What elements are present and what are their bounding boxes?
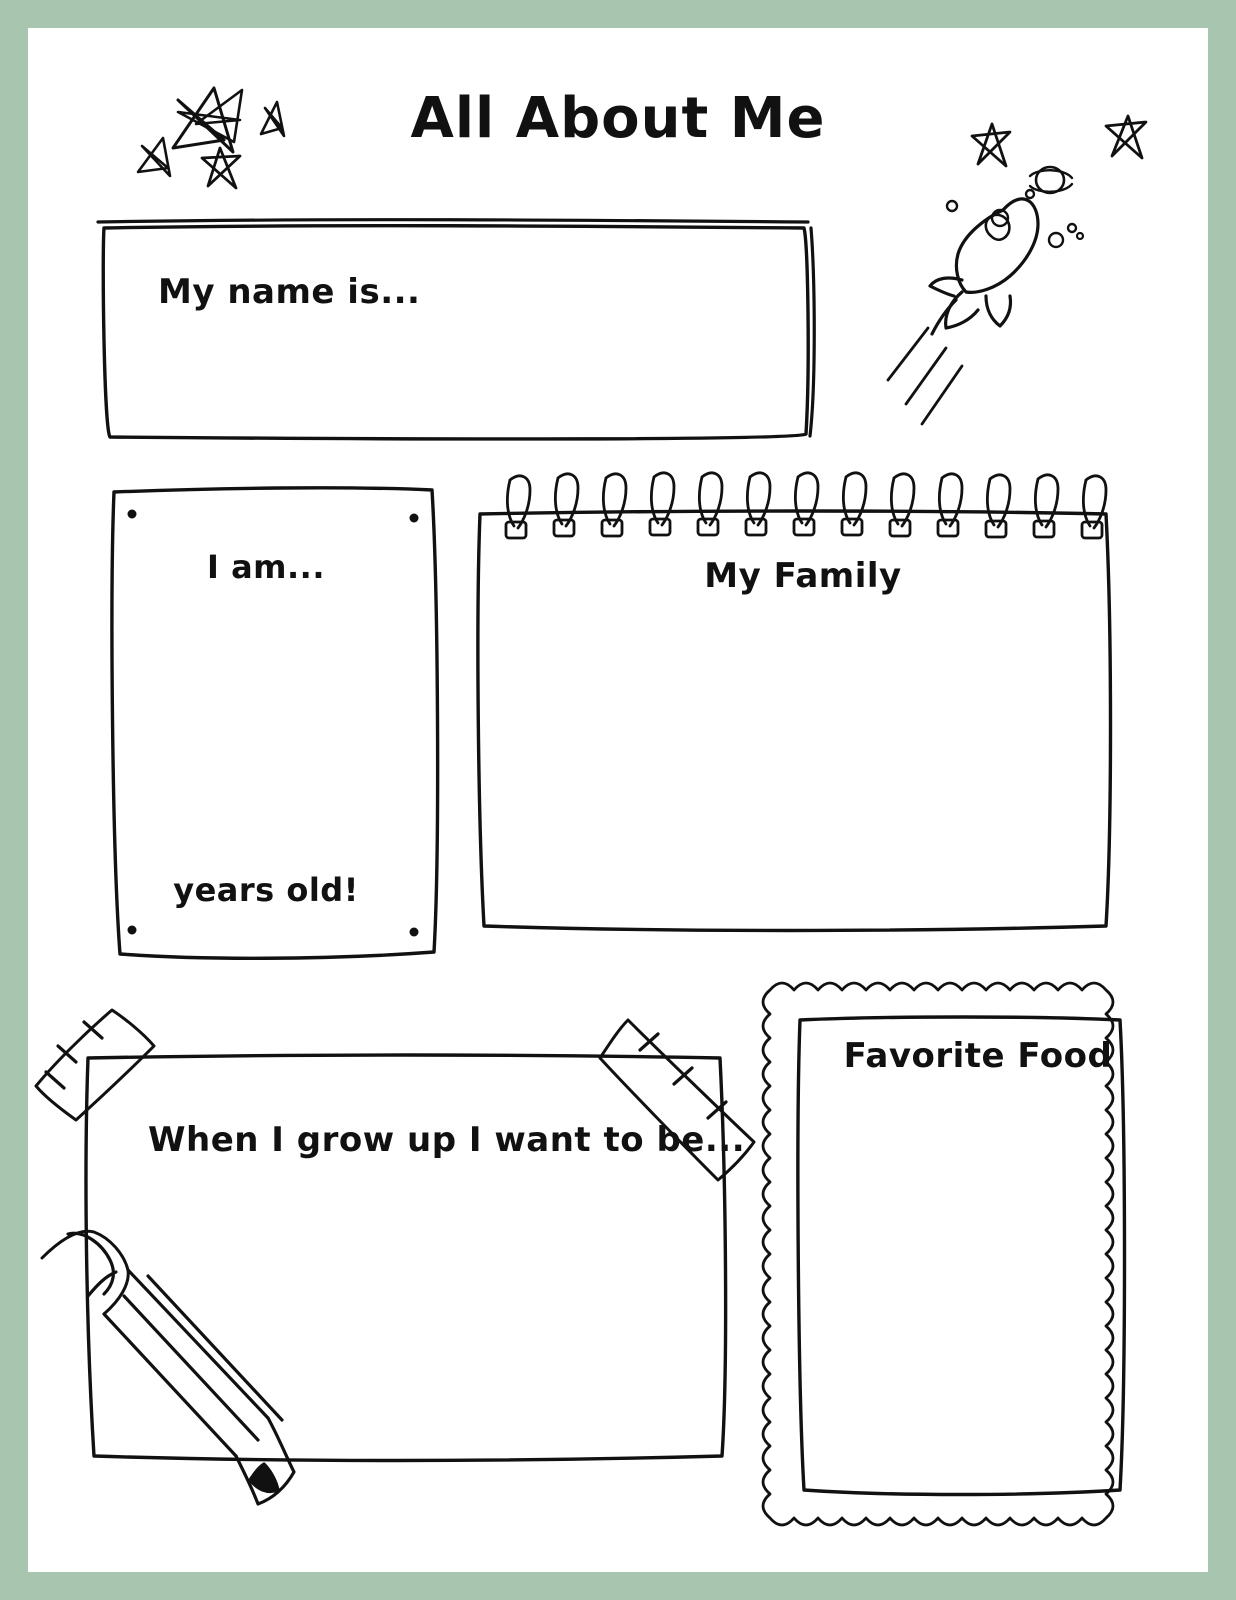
page-title: All About Me — [410, 86, 826, 151]
name-box-shape — [98, 220, 814, 439]
growup-box-shape — [36, 1010, 754, 1461]
favorite-food-field-label: Favorite Food — [843, 1036, 1113, 1076]
growup-field-label: When I grow up I want to be... — [148, 1120, 746, 1160]
tape-strip-left — [36, 1010, 154, 1120]
planet-doodle — [1030, 167, 1072, 193]
worksheet-artwork — [28, 28, 1208, 1572]
family-notepad-shape — [478, 473, 1111, 931]
age-field-label-bottom: years old! — [173, 871, 359, 909]
family-field-label: My Family — [704, 556, 902, 596]
pencil-doodle — [42, 1231, 294, 1504]
rocket-doodle — [888, 199, 1038, 424]
spiral-binding — [506, 473, 1106, 538]
worksheet-sheet — [28, 28, 1208, 1572]
age-field-label-top: I am... — [207, 548, 325, 586]
name-field-label: My name is... — [158, 272, 421, 312]
